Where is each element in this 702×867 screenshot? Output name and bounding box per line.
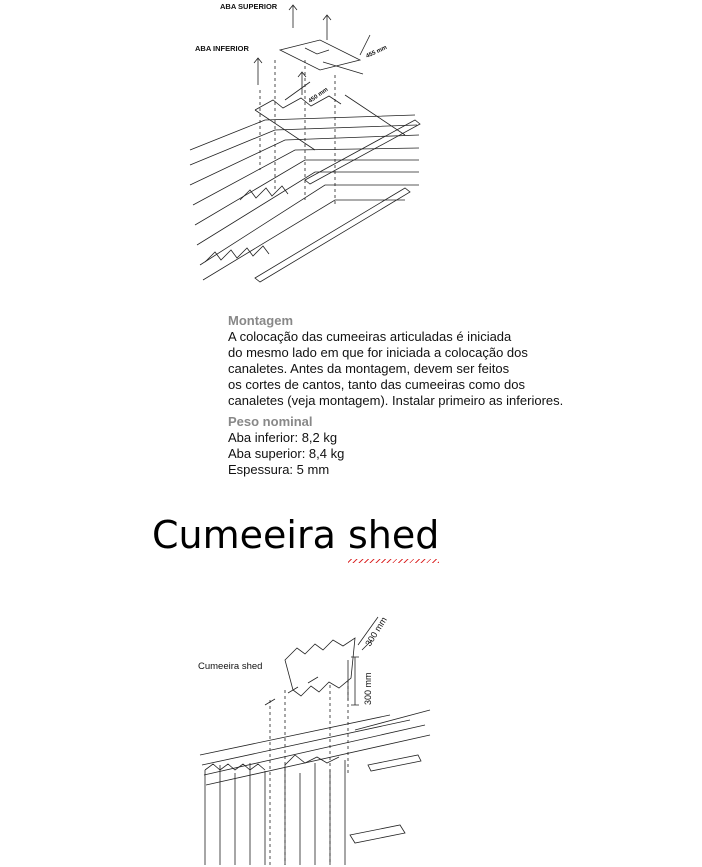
montagem-heading: Montagem [228,313,293,328]
montagem-line: do mesmo lado em que for iniciada a colocação dos [228,345,528,360]
montagem-line: canaletes. Antes da montagem, devem ser feitos [228,361,510,376]
articulated-ridge-diagram [185,0,425,290]
peso-list [228,430,344,478]
montagem-line: A colocação das cumeeiras articuladas é iniciada [228,329,512,344]
dimension-300-top: 300 mm [363,615,389,649]
montagem-paragraph [228,329,628,409]
label-aba-superior: ABA SUPERIOR [220,2,278,11]
dimension-455: 455 mm [365,44,389,60]
dimension-450: 450 mm [307,86,330,105]
peso-line: Espessura: 5 mm [228,462,330,477]
peso-line: Aba inferior: 8,2 kg [228,430,338,445]
montagem-line: os cortes de cantos, tanto das cumeeiras como dos [228,377,525,392]
shed-section-title [152,513,439,557]
peso-line: Aba superior: 8,4 kg [228,446,345,461]
shed-title-word: Cumeeira [152,513,336,557]
dimension-300-side: 300 mm [363,672,373,705]
shed-title-spellcheck-word: shed [347,513,440,557]
shed-ridge-diagram [190,605,440,867]
label-aba-inferior: ABA INFERIOR [195,44,249,53]
peso-heading: Peso nominal [228,414,313,429]
montagem-line: canaletes (veja montagem). Instalar primeiro as inferiores. [228,393,564,408]
label-cumeeira-shed: Cumeeira shed [198,661,263,672]
